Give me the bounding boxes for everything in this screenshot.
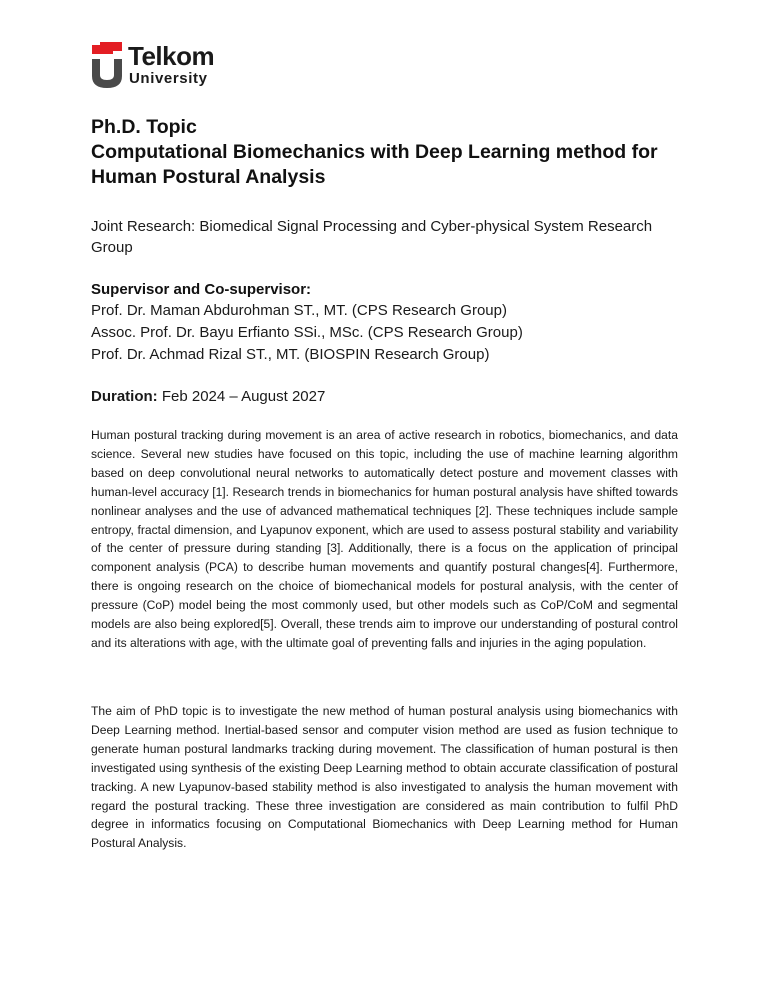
logo-subname: University [129,70,208,87]
logo-mark-icon [90,42,124,88]
logo-name: Telkom [128,41,215,71]
background-paragraph: Human postural tracking during movement is an area of active research in robotics, biomechanics, and data science. Several new studies have focused on this topic, including the use of machine learning algorithm based on deep convolutional neural networks to automatically detect posture and movement classes with human-level accuracy [1]. Research trends in biomechanics for human postural analysis have shifted towards nonlinear analyses and the use of advanced mathematical techniques [2]. These techniques include sample entropy, fractal dimension, and Lyapunov exponent, which are used to assess postural stability and variability of the center of pressure during standing [3]. Additionally, there is a focus on the application of principal component analysis (PCA) to describe human movements and quantify postural changes[4]. Furthermore, there is ongoing research on the choice of biomechanical models for postural analysis, with the center of pressure (CoP) model being the most commonly used, but other models such as CoP/CoM and segmental models are also being explored[5]. Overall, these trends aim to improve our understanding of postural control and its alterations with age, with the ultimate goal of preventing falls and injuries in the aging population. [91,428,678,650]
duration-line [91,387,325,407]
supervisor-item: Prof. Dr. Achmad Rizal ST., MT. (BIOSPIN Research Group) [91,346,490,363]
supervisor-list [91,300,523,366]
telkom-university-logo [90,42,240,92]
joint-research-text: Joint Research: Biomedical Signal Processing and Cyber-physical System Research Group [91,218,653,256]
supervisor-label: Supervisor and Co-supervisor: [91,281,312,298]
supervisor-item: Prof. Dr. Maman Abdurohman ST., MT. (CPS Research Group) [91,302,507,319]
supervisor-item: Assoc. Prof. Dr. Bayu Erfianto SSi., MSc. (CPS Research Group) [91,324,523,341]
aim-paragraph: The aim of PhD topic is to investigate the new method of human postural analysis using biomechanics with Deep Learning method. Inertial-based sensor and computer vision method are used as fusion technique to generate human postural landmarks tracking during movement. The classification of human postural is then investigated using synthesis of the existing Deep Learning method to obtain accurate classification of postural tracking. A new Lyapunov-based stability method is also investigated to analysis the human movement with regard the postural tracking. These three investigation are considered as main contribution to fulfil PhD degree in informatics focusing on Computational Biomechanics with Deep Learning method for Human Postural Analysis. [91,704,678,851]
page-title: Computational Biomechanics with Deep Learning method for Human Postural Analysis [91,141,658,188]
duration-label: Duration: [91,388,158,405]
duration-value: Feb 2024 – August 2027 [161,388,326,405]
topic-heading: Ph.D. Topic [91,116,197,138]
